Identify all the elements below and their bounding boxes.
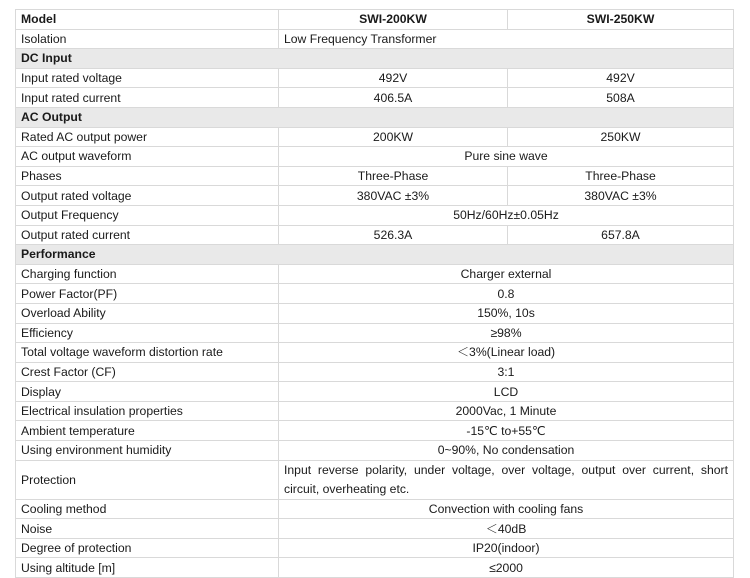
row-value: Low Frequency Transformer: [279, 29, 734, 49]
row-label: Input rated voltage: [16, 68, 279, 88]
row-value: Convection with cooling fans: [279, 499, 734, 519]
row-value-200kw: 200KW: [279, 127, 508, 147]
table-row: [16, 88, 734, 108]
row-value-200kw: 526.3A: [279, 225, 508, 245]
row-label: Output rated current: [16, 225, 279, 245]
row-label: Total voltage waveform distortion rate: [16, 343, 279, 363]
row-label: Ambient temperature: [16, 421, 279, 441]
table-row: [16, 205, 734, 225]
section-performance: [16, 245, 734, 265]
row-value: ≥98%: [279, 323, 734, 343]
row-label: Power Factor(PF): [16, 284, 279, 304]
row-label: Cooling method: [16, 499, 279, 519]
row-value-250kw: Three-Phase: [508, 166, 734, 186]
row-value-250kw: 508A: [508, 88, 734, 108]
table-row: [16, 323, 734, 343]
row-label: AC output waveform: [16, 147, 279, 167]
row-value: IP20(indoor): [279, 538, 734, 558]
row-value: 50Hz/60Hz±0.05Hz: [279, 205, 734, 225]
table-row: [16, 264, 734, 284]
table-row: [16, 538, 734, 558]
row-value-200kw: Three-Phase: [279, 166, 508, 186]
table-row: [16, 460, 734, 499]
row-label: Rated AC output power: [16, 127, 279, 147]
table-row: [16, 362, 734, 382]
table-row: [16, 147, 734, 167]
row-value: ≤2000: [279, 558, 734, 578]
table-row: [16, 401, 734, 421]
row-value-200kw: 406.5A: [279, 88, 508, 108]
table-row: [16, 68, 734, 88]
section-title: Performance: [16, 245, 734, 265]
row-value-250kw: 380VAC ±3%: [508, 186, 734, 206]
row-value-200kw: 380VAC ±3%: [279, 186, 508, 206]
table-row: [16, 441, 734, 461]
table-row: [16, 558, 734, 578]
row-value: LCD: [279, 382, 734, 402]
row-value: 3:1: [279, 362, 734, 382]
row-label: Using altitude [m]: [16, 558, 279, 578]
table-row: [16, 343, 734, 363]
table-row: [16, 225, 734, 245]
row-value: -15℃ to+55℃: [279, 421, 734, 441]
row-label: Display: [16, 382, 279, 402]
section-ac-output: [16, 107, 734, 127]
row-label: Efficiency: [16, 323, 279, 343]
row-value-200kw: 492V: [279, 68, 508, 88]
row-value: Charger external: [279, 264, 734, 284]
row-label: Crest Factor (CF): [16, 362, 279, 382]
section-title: AC Output: [16, 107, 734, 127]
row-label: Degree of protection: [16, 538, 279, 558]
row-value: ＜40dB: [279, 519, 734, 539]
row-value: 0.8: [279, 284, 734, 304]
row-value-protection: Input reverse polarity, under voltage, over voltage, output over current, short circuit, overheating etc.: [279, 460, 734, 499]
header-row: [16, 10, 734, 30]
row-label: Input rated current: [16, 88, 279, 108]
row-label: Electrical insulation properties: [16, 401, 279, 421]
row-value-250kw: 492V: [508, 68, 734, 88]
table-row: [16, 499, 734, 519]
table-row: [16, 29, 734, 49]
table-row: [16, 284, 734, 304]
row-label: Output Frequency: [16, 205, 279, 225]
row-value-250kw: 657.8A: [508, 225, 734, 245]
row-value: 0~90%, No condensation: [279, 441, 734, 461]
row-label: Protection: [16, 460, 279, 499]
section-dc-input: [16, 49, 734, 69]
table-row: [16, 519, 734, 539]
row-value: Pure sine wave: [279, 147, 734, 167]
row-value: ＜3%(Linear load): [279, 343, 734, 363]
model-label: Model: [16, 10, 279, 30]
model-swi-200kw: SWI-200KW: [279, 10, 508, 30]
row-label: Using environment humidity: [16, 441, 279, 461]
spec-table: [15, 9, 734, 578]
section-title: DC Input: [16, 49, 734, 69]
row-label: Noise: [16, 519, 279, 539]
row-value: 2000Vac, 1 Minute: [279, 401, 734, 421]
row-value-250kw: 250KW: [508, 127, 734, 147]
table-row: [16, 127, 734, 147]
table-row: [16, 166, 734, 186]
row-label: Overload Ability: [16, 303, 279, 323]
table-row: [16, 421, 734, 441]
table-row: [16, 303, 734, 323]
model-swi-250kw: SWI-250KW: [508, 10, 734, 30]
table-row: [16, 186, 734, 206]
row-label: Output rated voltage: [16, 186, 279, 206]
row-label: Charging function: [16, 264, 279, 284]
table-row: [16, 382, 734, 402]
row-value: 150%, 10s: [279, 303, 734, 323]
row-label: Phases: [16, 166, 279, 186]
row-label: Isolation: [16, 29, 279, 49]
